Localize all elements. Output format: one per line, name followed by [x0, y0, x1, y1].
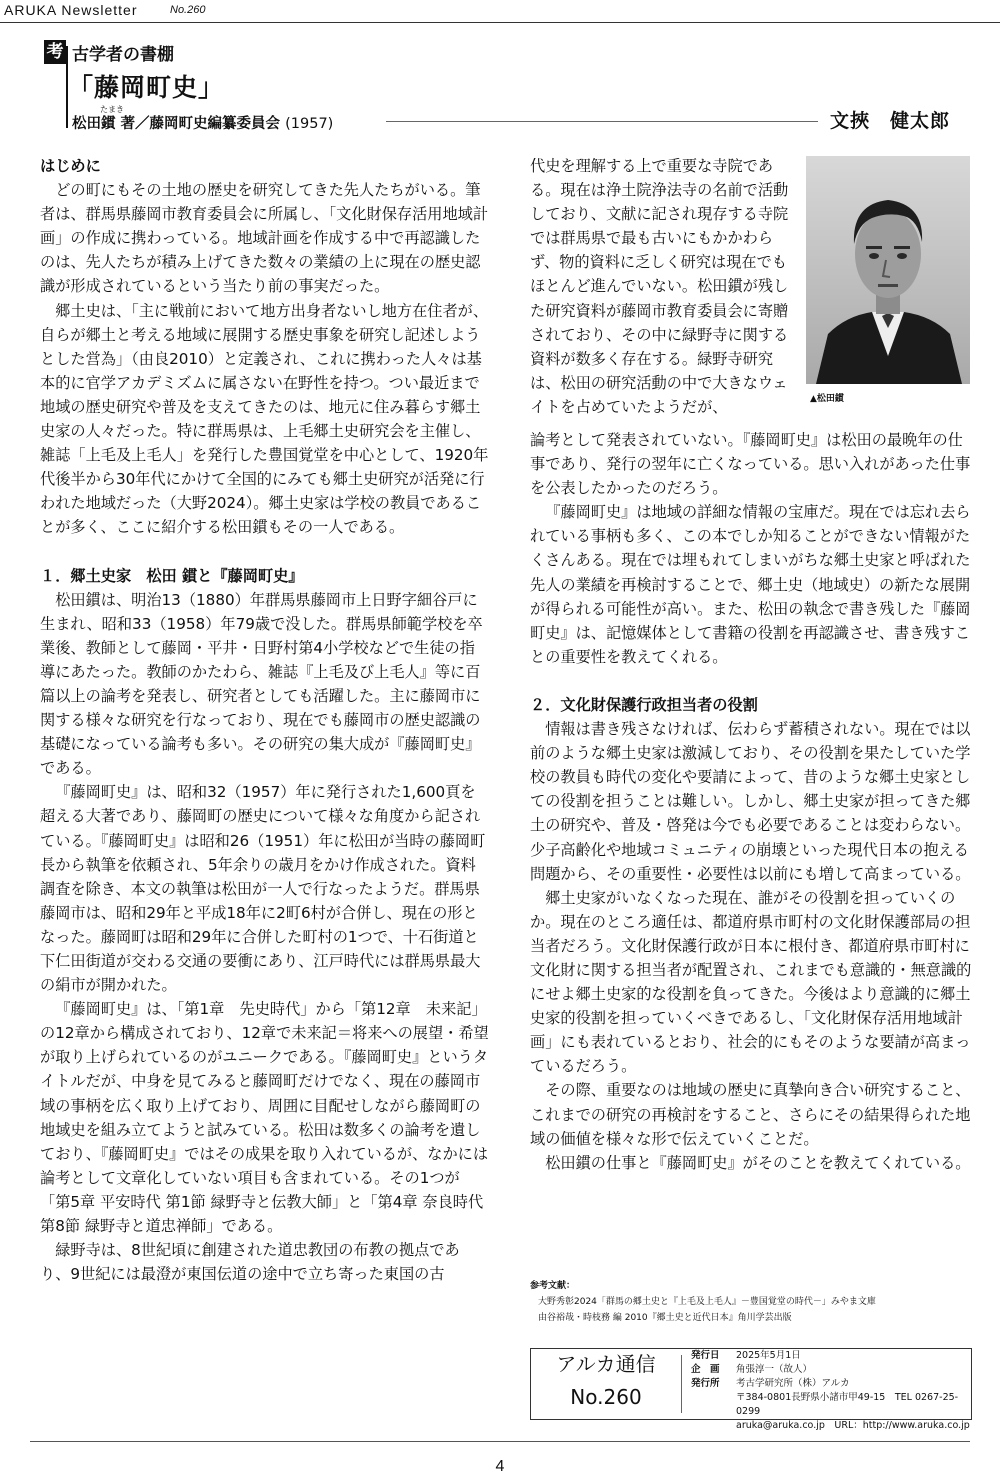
page-number: 4: [495, 1458, 505, 1475]
colophon-box: [530, 1348, 972, 1431]
paragraph: 『藤岡町史』は、「第1章 先史時代」から「第12章 未来記」の12章から構成されており、12章で未来記＝将来への展望・希望が取り上げられているのがユニークである。『藤岡町史』というタイトルだが、中身を見てみると藤岡町だけでなく、現在の藤岡市域の事柄を広く取り上げており、周囲に目配せしながら藤岡町の地域史を組み立てようと試みている。松田は数多くの論考を遺しており、『藤岡町史』ではその成果を取り入れているが、なかには論考として文章化していない項目も含まれている。その1つが「第5章 平安時代 第1節 緑野寺と伝教大師」と「第4章 奈良時代 第8節 緑野寺と道忠禅師」である。: [40, 1000, 489, 1236]
contact-link[interactable]: aruka@aruka.co.jp URL：http://www.aruka.co.jp: [736, 1420, 970, 1431]
right-column-top: [530, 154, 794, 419]
planner: 角張淳一（故人）: [736, 1364, 813, 1375]
paragraph: 郷土史家がいなくなった現在、誰がその役割を担っていくのか。現在のところ適任は、都道府県市町村の文化財保護部局の担当者だろう。文化財保護行政が日本に根付き、都道府県市町村に文化財に関する担当者が配置され、これまでも意識的・無意識的にせよ郷土史家的な役割を負ってきた。今後はより意識的に郷土史家的役割を担っていくべきであるし、「文化財保存活用地域計画」にも表れているとおり、社会的にもそのような要請が高まっているだろう。: [530, 888, 972, 1076]
paragraph: 松田鏆は、明治13（1880）年群馬県藤岡市上日野字細谷戸に生まれ、昭和33（1958）年79歳で没した。群馬県師範学校を卒業後、教師として藤岡・平井・日野村第4小学校などで生徒の指導にあたった。教師のかたわら、雑誌『上毛及び上毛人』等に百篇以上の論考を発表し、研究者としても活躍した。主に藤岡市に関する様々な研究を行なっており、現在でも藤岡市の歴史認識の基礎になっている論考も多い。その研究の集大成が『藤岡町史』である。: [40, 590, 483, 778]
publisher-label: 発行所: [691, 1378, 720, 1389]
publication-number: No.260: [570, 1385, 642, 1409]
byline-rule: [386, 121, 818, 122]
paragraph: 『藤岡町史』は地域の詳細な情報の宝庫だ。現在では忘れ去られている事柄も多く、この本でしか知ることができない情報がたくさんある。現在では埋もれてしまいがちな郷土史家と呼ばれた先人の業績を再検討することで、郷土史（地域史）の新たな展開が得られる可能性が高い。また、松田の執念で書き残した『藤岡町史』は、記憶媒体として書籍の役割を再認識させ、書き残すことの重要性を教えてくれる。: [530, 503, 971, 666]
right-column: [530, 428, 976, 1175]
heading-intro: はじめに: [40, 157, 101, 175]
publication-name: アルカ通信: [556, 1352, 656, 1376]
book-byline: [72, 112, 333, 133]
reference-item: 由谷裕哉・時枝務 編 2010『郷土史と近代日本』角川学芸出版: [538, 1313, 792, 1323]
issue-date: 2025年5月1日: [736, 1350, 801, 1361]
page-header: [0, 0, 1000, 23]
plan-label: 企 画: [691, 1364, 720, 1375]
photo-caption: ▲松田鏆: [810, 394, 844, 404]
paragraph: 代史を理解する上で重要な寺院である。現在は浄土院浄法寺の名前で活動しており、文献に記され現存する寺院では群馬県で最も古いにもかかわらず、物的資料に乏しく研究は現在でもほとんど進んでいない。松田鏆が残した研究資料が藤岡市教育委員会に寄贈されており、その中に緑野寺に関する資料が数多く存在する。緑野寺研究は、松田の研究活動の中で大きなウェイトを占めていたようだが、: [530, 157, 789, 416]
colophon-info: [691, 1349, 971, 1433]
name-ruby: たまき: [100, 105, 124, 114]
paragraph: 緑野寺は、8世紀頃に創建された道忠教団の布教の拠点であり、9世紀には最澄が東国伝道の途中で立ち寄った東国の古: [40, 1241, 460, 1284]
portrait-image: [806, 156, 970, 384]
references: [530, 1278, 876, 1326]
paragraph: 郷土史は、「主に戦前において地方出身者ないし地方在住者が、自らが郷土と考える地域に展開する歴史事象を研究し記述しようとした営為」（由良2010）と定義され、これに携わった人々は基本的に官学アカデミズムに属さない在野性を持つ。つい最近まで地域の歴史研究や普及を支えてきたのは、地元に住み暮らす郷土史家の人々だった。特に群馬県は、上毛郷土史研究会を主催し、雑誌「上毛及上毛人」を発行した豊国覚堂を中心として、1920年代後半から30年代にかけて全国的にみても郷土史研究が活発に行われた地域だった（大野2024）。郷土史家は学校の教員であることが多く、ここに紹介する松田鏆もその一人である。: [40, 301, 489, 537]
references-heading: 参考文献：: [530, 1281, 576, 1291]
heading-section-1: １．郷土史家 松田 鏆と『藤岡町史』: [40, 566, 304, 585]
paragraph: 情報は書き残さなければ、伝わらず蓄積されない。現在では以前のような郷土史家は激減しており、その役割を果たしていた学校の教員も時代の変化や要請によって、昔のような郷土史家としての役割を担うことは難しい。しかし、郷土史家が担ってきた郷土の研究や、普及・啓発は今でも必要であることは変わらない。少子高齢化や地域コミュニティの崩壊といった現代日本の抱える問題から、その重要性・必要性は以前にも増して高まっている。: [530, 720, 971, 883]
newsletter-name: ARUKA Newsletter: [4, 2, 138, 18]
paragraph: 『藤岡町史』は、昭和32（1957）年に発行された1,600頁を超える大著であり、藤岡町の歴史について様々な角度から記されている。『藤岡町史』は昭和26（1951）年に松田が当時の藤岡町長から執筆を依頼され、5年余りの歳月をかけ作成された。資料調査を除き、本文の執筆は松田が一人で行なったようだ。群馬県藤岡市は、昭和29年と平成18年に2町6村が合併し、現在の形となった。藤岡町は昭和29年に合併した町村の1つで、十石街道と下仁田街道が交わる交通の要衝にあり、江戸時代には群馬県最大の絹市が開かれた。: [40, 783, 486, 995]
issue-number: No.260: [170, 4, 206, 16]
publication-year: (1957): [285, 116, 334, 132]
publisher: 考古学研究所（株）アルカ: [736, 1378, 850, 1389]
article-author: 文挾 健太郎: [830, 110, 951, 132]
address: 〒384-0801長野県小諸市甲49-15 TEL 0267-25-0299: [736, 1392, 959, 1417]
paragraph: どの町にもその土地の歴史を研究してきた先人たちがいる。筆者は、群馬県藤岡市教育委員会に所属し、「文化財保存活用地域計画」の作成に携わっている。地域計画を作成する中で再認識したのは、先人たちが積み上げてきた数々の業績の上に現在の歴史認識が形成されているという当たり前の事実だった。: [40, 181, 489, 296]
byline-text: 松田鏆 著／藤岡町史編纂委員会: [72, 116, 281, 132]
colophon-divider: [681, 1355, 682, 1413]
left-column: [40, 154, 490, 1286]
paragraph: 松田鏆の仕事と『藤岡町史』がそのことを教えてくれている。: [545, 1153, 971, 1172]
series-title: 古学者の書棚: [72, 45, 174, 65]
heading-section-2: ２．文化財保護行政担当者の役割: [530, 695, 758, 714]
paragraph: その際、重要なのは地域の歴史に真摯向き合い研究すること、これまでの研究の再検討をすること、さらにその結果得られた地域の価値を様々な形で伝えていくことだ。: [530, 1081, 971, 1148]
article-title: 「藤岡町史」: [68, 73, 225, 102]
paragraph: 論考として発表されていない。『藤岡町史』は松田の最晩年の仕事であり、発行の翌年に亡くなっている。思い入れがあった仕事を公表したかったのだろう。: [530, 431, 971, 498]
footer-rule: [30, 1441, 970, 1442]
reference-item: 大野秀彰2024「群馬の郷土史と『上毛及上毛人』－豊国覚堂の時代－」みやま文庫: [538, 1297, 876, 1307]
portrait-photo: [806, 156, 970, 384]
category-badge: 考: [44, 40, 66, 64]
date-label: 発行日: [691, 1350, 720, 1361]
